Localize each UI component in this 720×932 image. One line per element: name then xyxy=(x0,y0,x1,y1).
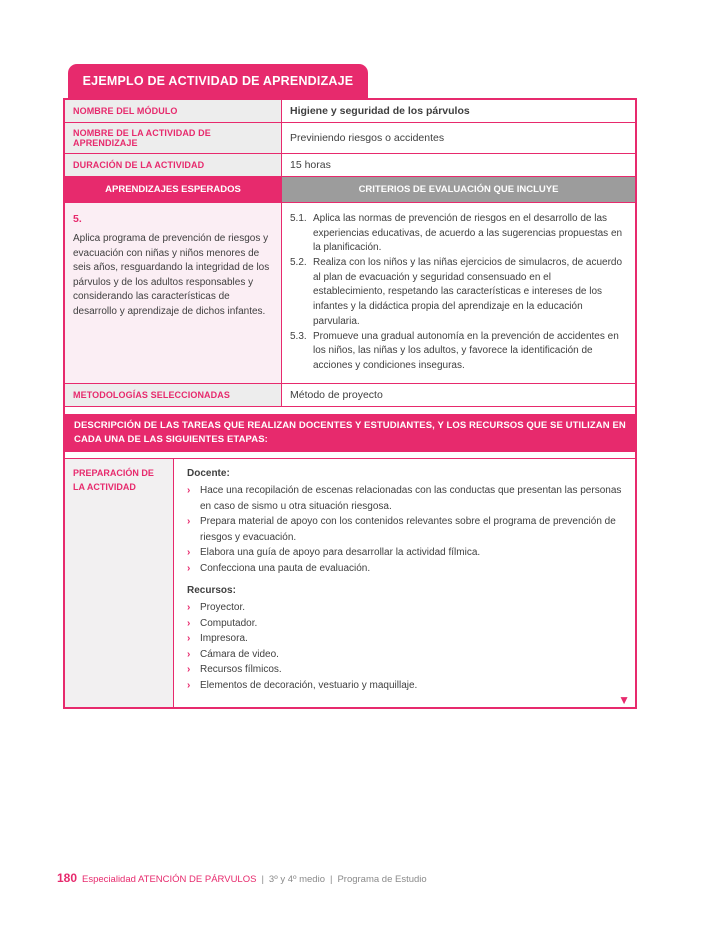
bullet-icon: › xyxy=(187,617,191,629)
bullet-icon: › xyxy=(187,547,191,559)
list-item xyxy=(187,662,623,678)
activity-name-label: NOMBRE DE LA ACTIVIDAD DE APRENDIZAJE xyxy=(65,123,282,153)
list-item-text: Confecciona una pauta de evaluación. xyxy=(200,562,371,574)
criteria-number: 5.1. xyxy=(290,213,307,224)
preparation-row xyxy=(65,458,635,707)
list-item-text: Cámara de video. xyxy=(200,648,279,660)
footer-program: Programa de Estudio xyxy=(337,874,427,885)
duration-value: 15 horas xyxy=(290,159,331,171)
methodology-label: METODOLOGÍAS SELECCIONADAS xyxy=(65,384,282,406)
preparation-label: PREPARACIÓN DE LA ACTIVIDAD xyxy=(65,459,174,707)
docente-heading: Docente: xyxy=(187,468,230,480)
list-item-text: Computador. xyxy=(200,617,258,629)
criteria-item xyxy=(290,256,625,329)
list-item xyxy=(187,647,623,663)
list-item-text: Impresora. xyxy=(200,633,248,645)
list-item xyxy=(187,631,623,647)
bullet-icon: › xyxy=(187,664,191,676)
footer-divider: | xyxy=(329,874,333,885)
footer-grade: 3º y 4º medio xyxy=(268,874,325,885)
criteria-text: Realiza con los niños y las niñas ejercicios de simulacros, de acuerdo al plan de evacuación y seguridad consensuado en el establecimiento, respetando las características e intereses de los infantes y la didáctica propia del aprendizaje en la educación parvularia. xyxy=(313,257,623,327)
expected-learning-number: 5. xyxy=(73,213,82,225)
bullet-icon: › xyxy=(187,679,191,691)
bullet-icon: › xyxy=(187,633,191,645)
table-row-duration xyxy=(65,154,635,177)
page-title: EJEMPLO DE ACTIVIDAD DE APRENDIZAJE xyxy=(82,74,354,88)
bullet-icon: › xyxy=(187,516,191,528)
list-item xyxy=(187,616,623,632)
bullet-icon: › xyxy=(187,602,191,614)
expected-learning-text: Aplica programa de prevención de riesgos y evacuación con niñas y niños menores de seis años, resguardando la integridad de los párvulos y de los adultos responsables y considerando las características de desarrollo y aprendizaje de dichos infantes. xyxy=(73,233,270,317)
criteria-number: 5.3. xyxy=(290,330,307,342)
module-value: Higiene y seguridad de los párvulos xyxy=(290,105,470,117)
methodology-value: Método de proyecto xyxy=(290,388,383,401)
list-item-text: Recursos fílmicos. xyxy=(200,664,282,676)
preparation-content xyxy=(174,459,635,707)
list-item xyxy=(187,483,623,514)
description-banner: DESCRIPCIÓN DE LAS TAREAS QUE REALIZAN DOCENTES Y ESTUDIANTES, Y LOS RECURSOS QUE SE UTILIZAN EN CADA UNA DE LAS SIGUIENTES ETAPAS: xyxy=(65,414,635,453)
criteria-item xyxy=(290,330,625,374)
criteria-number: 5.2. xyxy=(290,257,307,269)
activity-name-value: Previniendo riesgos o accidentes xyxy=(290,132,445,144)
list-item xyxy=(187,561,623,577)
criteria-cell xyxy=(282,203,635,383)
learning-content-row xyxy=(65,203,635,384)
list-item-text: Elementos de decoración, vestuario y maquillaje. xyxy=(200,679,418,691)
activity-table xyxy=(63,98,637,709)
criteria-text: Promueve una gradual autonomía en la prevención de accidentes en los niños, las niñas y los adultos, y favorece la identificación de acciones y condiciones inseguras. xyxy=(313,330,619,371)
table-row-module xyxy=(65,100,635,123)
table-header-row xyxy=(65,177,635,203)
table-row-methodology xyxy=(65,384,635,407)
list-item xyxy=(187,545,623,561)
footer-divider: | xyxy=(261,874,264,885)
bullet-icon: › xyxy=(187,562,191,574)
recursos-block xyxy=(187,585,623,693)
footer-specialty: Especialidad ATENCIÓN DE PÁRVULOS xyxy=(82,874,257,885)
list-item-text: Hace una recopilación de escenas relacionadas con las conductas que presentan las personas en caso de sismo u otra situación riesgosa. xyxy=(200,485,622,512)
recursos-heading: Recursos: xyxy=(187,585,236,597)
list-item-text: Proyector. xyxy=(200,602,246,614)
criteria-item xyxy=(290,212,625,256)
list-item xyxy=(187,678,623,694)
page-number: 180 xyxy=(57,871,78,885)
list-item xyxy=(187,600,623,616)
expected-learning-cell xyxy=(65,203,282,383)
bullet-icon: › xyxy=(187,648,191,660)
page-footer xyxy=(57,871,432,885)
criteria-text: Aplica las normas de prevención de riesgos en el desarrollo de las experiencias educativas, de acuerdo a las sugerencias propuestas en la planificación. xyxy=(313,213,623,254)
expected-learning-header: APRENDIZAJES ESPERADOS xyxy=(65,177,282,202)
duration-label: DURACIÓN DE LA ACTIVIDAD xyxy=(65,154,282,176)
page-title-tab xyxy=(68,64,368,98)
list-item-text: Prepara material de apoyo con los contenidos relevantes sobre el programa de prevención de riesgos y evacuación. xyxy=(200,516,616,543)
list-item xyxy=(187,514,623,545)
continues-arrow-icon: ▼ xyxy=(618,693,630,708)
bullet-icon: › xyxy=(187,485,191,497)
module-label: NOMBRE DEL MÓDULO xyxy=(65,100,282,122)
table-row-activity-name xyxy=(65,123,635,154)
list-item-text: Elabora una guía de apoyo para desarrollar la actividad fílmica. xyxy=(200,547,481,559)
evaluation-criteria-header: CRITERIOS DE EVALUACIÓN QUE INCLUYE xyxy=(282,177,635,202)
